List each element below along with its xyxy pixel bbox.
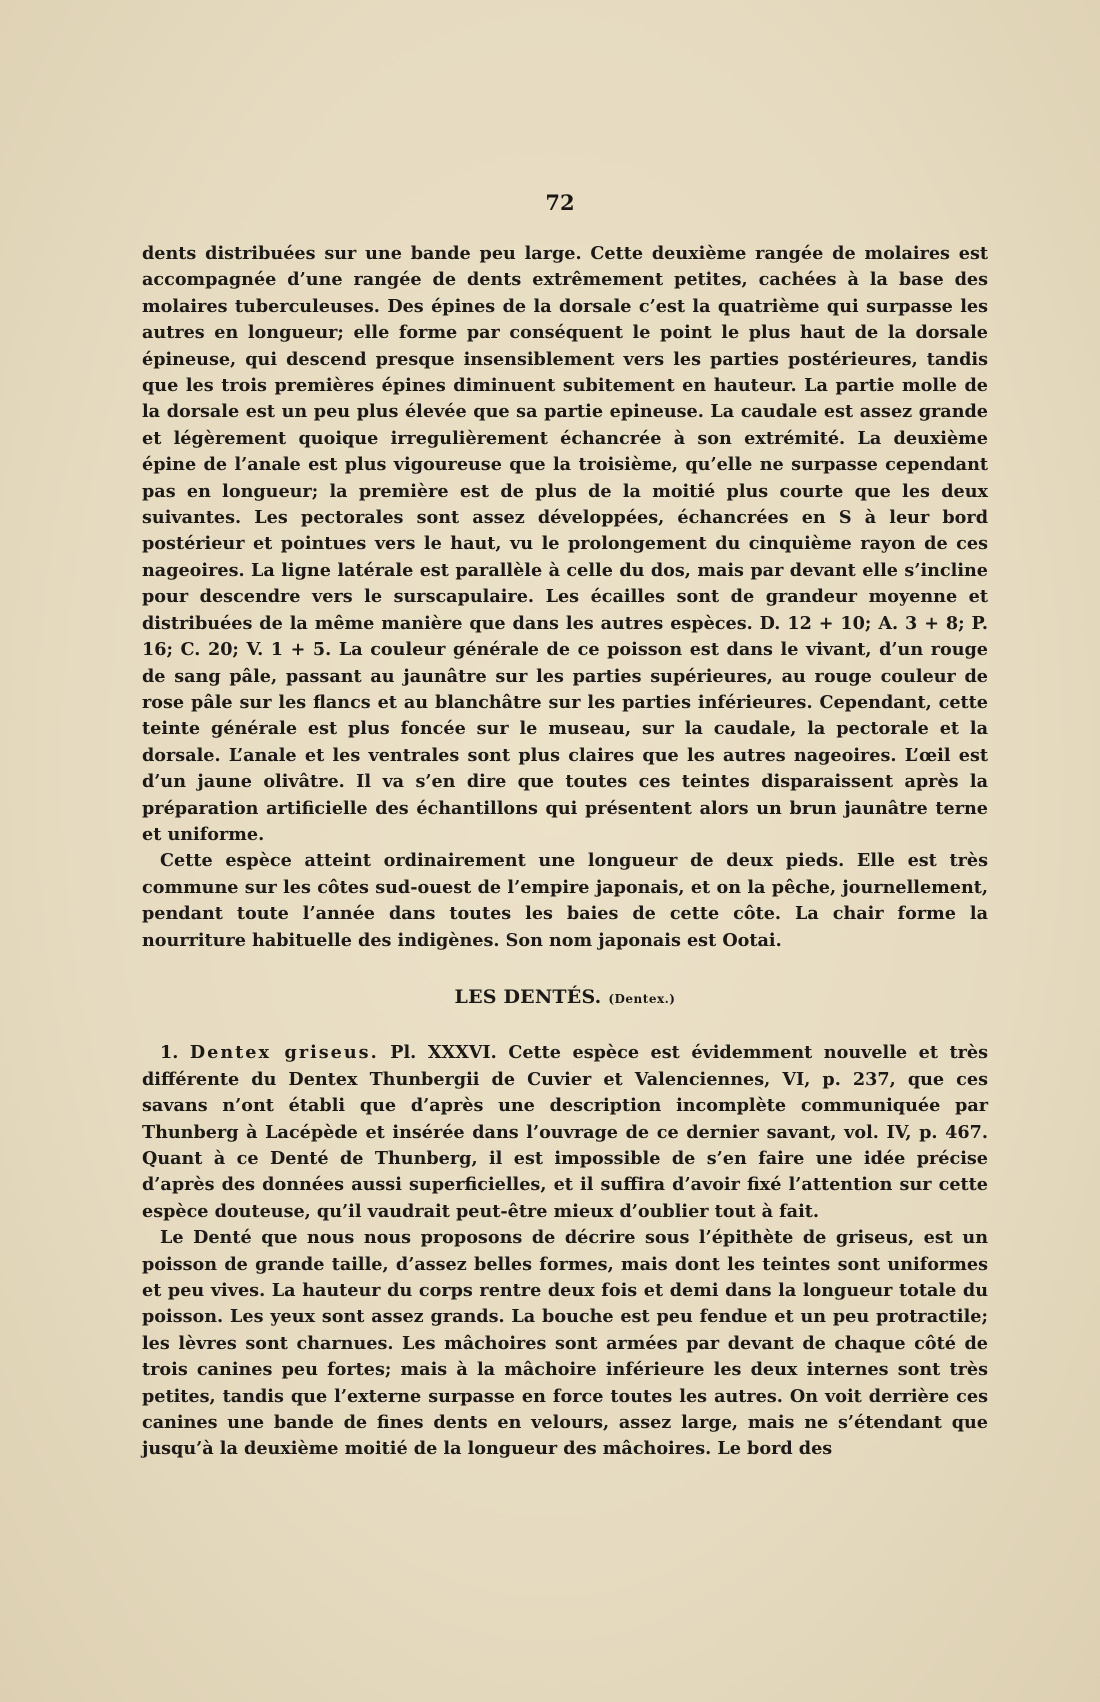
section-subtitle: (Dentex.) bbox=[608, 991, 676, 1006]
paragraph-description: Le Denté que nous nous proposons de décrire sous l’épithète de griseus, est un poisson de grande taille, d’assez belles formes, mais dont les teintes sont uniformes et peu vives. La hauteur du corps rentre deux fois et demi dans la longueur totale du poisson. Les yeux sont assez grands. La bouche est peu fendue et un peu protractile; les lèvres sont charnues. Les mâchoires sont armées par devant de chaque côté de trois canines peu fortes; mais à la mâchoire inférieure les deux internes sont très petites, tandis que l’externe surpasse en force toutes les autres. On voit derrière ces canines une bande de fines dents en velours, assez large, mais ne s’étendant que jusqu’à la deuxième moitié de la longueur des mâchoires. Le bord des bbox=[142, 1227, 988, 1460]
species-number: 1. bbox=[160, 1042, 179, 1064]
species-name: Dentex griseus. bbox=[189, 1042, 379, 1064]
paragraph-size-and-habitat: Cette espèce atteint ordinairement une longueur de deux pieds. Elle est très commune sur les côtes sud-ouest de l’empire japonais, et on la pêche, journellement, pendant toute l’année dans toutes les baies de cette côte. La chair forme la nourriture habituelle des indigènes. Son nom japonais est Ootai. bbox=[142, 850, 988, 951]
section-heading bbox=[142, 984, 988, 1012]
body-text bbox=[142, 241, 988, 1463]
paragraph-continued: dents distribuées sur une bande peu large. Cette deuxième rangée de molaires est accompagnée d’une rangée de dents extrêmement petites, cachées à la base des molaires tuberculeuses. Des épines de la dorsale c’est la quatrième qui surpasse les autres en longueur; elle forme par conséquent le point le plus haut de la dorsale épineuse, qui descend presque insensiblement vers les parties postérieures, tandis que les trois premières épines diminuent subitement en hauteur. La partie molle de la dorsale est un peu plus élevée que sa partie epineuse. La caudale est assez grande et légèrement quoique irregulièrement échancrée à son extrémité. La deuxième épine de l’anale est plus vigoureuse que la troisième, qu’elle ne surpasse cependant pas en longueur; la première est de plus de la moitié plus courte que les deux suivantes. Les pectorales sont assez développées, échancrées en S à leur bord postérieur et pointues vers le haut, vu le prolongement du cinquième rayon de ces nageoires. La ligne latérale est parallèle à celle du dos, mais par devant elle s’incline pour descendre vers le surscapulaire. Les écailles sont de grandeur moyenne et distribuées de la même manière que dans les autres espèces. D. 12 + 10; A. 3 + 8; P. 16; C. 20; V. 1 + 5. La couleur générale de ce poisson est dans le vivant, d’un rouge de sang pâle, passant au jaunâtre sur les parties supérieures, au rouge couleur de rose pâle sur les flancs et au blanchâtre sur les parties inférieures. Cependant, cette teinte générale est plus foncée sur le museau, sur la caudale, la pectorale et la dorsale. L’anale et les ventrales sont plus claires que les autres nageoires. L’œil est d’un jaune olivâtre. Il va s’en dire que toutes ces teintes disparaissent après la préparation artificielle des échantillons qui présentent alors un brun jaunâtre terne et uniforme. bbox=[142, 243, 988, 845]
page-number: 72 bbox=[545, 190, 575, 215]
section-title: LES DENTÉS. bbox=[454, 985, 602, 1008]
paragraph-species-intro bbox=[142, 1040, 988, 1225]
species-intro-text: Pl. XXXVI. Cette espèce est évidemment nouvelle et très différente du Dentex Thunbergii de Cuvier et Valenciennes, VI, p. 237, que ces savans n’ont établi que d’après une description incomplète communiquée par Thunberg à Lacépède et insérée dans l’ouvrage de ce dernier savant, vol. IV, p. 467. Quant à ce Denté de Thunberg, il est impossible de s’en faire une idée précise d’après des données aussi superficielles, et il suffira d’avoir fixé l’attention sur cette espèce douteuse, qu’il vaudrait peut-être mieux d’oublier tout à fait. bbox=[142, 1042, 988, 1222]
